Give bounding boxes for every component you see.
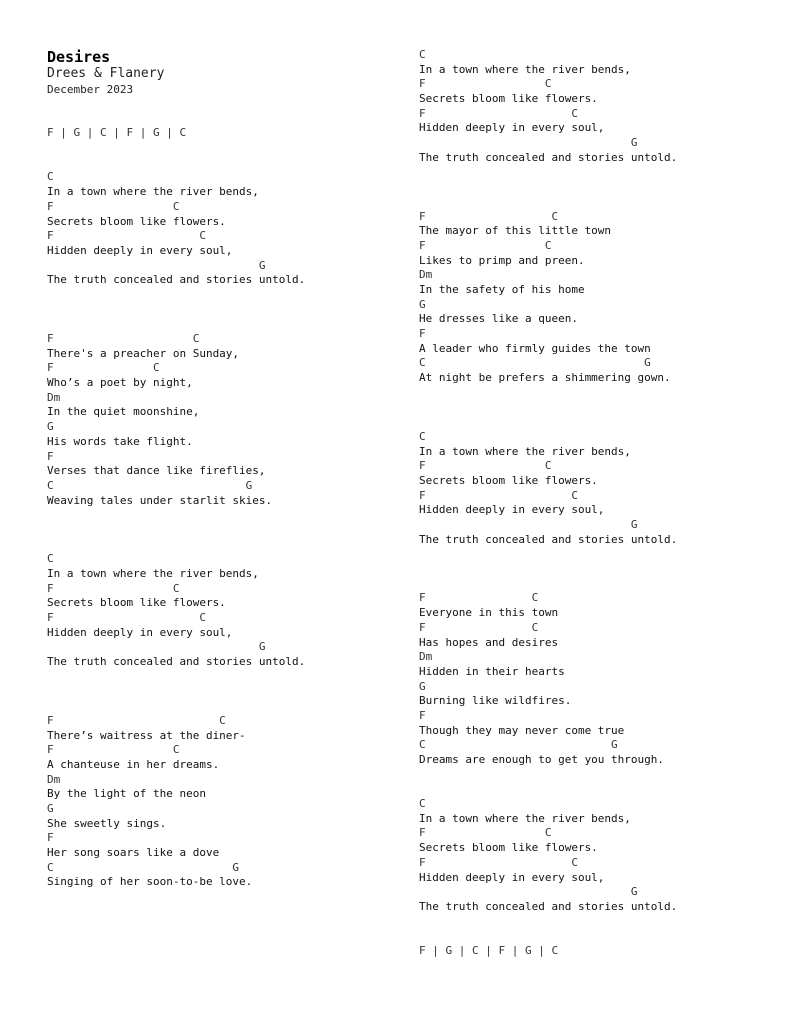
chord-line: G	[47, 420, 54, 434]
chord-line: C	[47, 170, 54, 184]
lyric-line: Has hopes and desires	[419, 635, 559, 649]
lyric-line: Singing of her soon-to-be love.	[47, 875, 253, 889]
chord-line: F C	[47, 611, 206, 625]
song-artist: Drees & Flanery	[47, 66, 165, 81]
chord-line: C G	[419, 738, 618, 752]
spacer	[47, 156, 305, 171]
chord-line: F C	[419, 488, 578, 502]
right-lines	[419, 48, 677, 959]
chord-line: F C	[47, 229, 206, 243]
lyric-line: A chanteuse in her dreams.	[47, 757, 220, 771]
spacer	[47, 288, 305, 303]
lyric-line: Everyone in this town	[419, 606, 559, 620]
spacer	[47, 685, 305, 700]
lyric-line: Secrets bloom like flowers.	[419, 92, 598, 106]
spacer	[419, 782, 677, 797]
lyric-line: In a town where the river bends,	[47, 185, 259, 199]
chord-line: F | G | C | F | G | C	[47, 126, 187, 140]
spacer	[419, 195, 677, 210]
lyric-line: Likes to primp and preen.	[419, 253, 585, 267]
lyric-line: In a town where the river bends,	[47, 567, 259, 580]
chord-line: F	[419, 327, 426, 341]
lyric-line: By the light of the neon	[47, 787, 206, 801]
lyric-line: In the quiet moonshine,	[47, 405, 200, 419]
chord-line: F C	[419, 826, 552, 840]
chord-line: F C	[47, 199, 180, 213]
spacer	[47, 670, 305, 685]
chord-line: Dm	[47, 772, 61, 786]
chord-line: F C	[419, 238, 552, 252]
lyric-line: In a town where the river bends,	[419, 62, 631, 76]
spacer	[47, 303, 305, 318]
spacer	[47, 112, 305, 127]
left-column	[47, 48, 305, 890]
lyric-line: The mayor of this little town	[419, 224, 612, 238]
chord-line: F C	[419, 855, 578, 869]
chord-line: C G	[419, 356, 651, 370]
chord-line: F	[419, 708, 426, 722]
spacer	[419, 915, 677, 930]
lyric-line: In the safety of his home	[419, 283, 585, 296]
lyric-line: There’s waitress at the diner-	[47, 728, 246, 742]
spacer	[47, 538, 305, 553]
spacer	[419, 386, 677, 401]
spacer	[419, 768, 677, 783]
spacer	[47, 317, 305, 332]
chord-line: F | G | C | F | G | C	[419, 943, 559, 957]
right-column	[419, 48, 677, 959]
spacer	[419, 577, 677, 592]
lyric-line: Secrets bloom like flowers.	[47, 596, 226, 610]
lyric-line: His words take flight.	[47, 434, 193, 448]
lyric-line: Hidden deeply in every soul,	[47, 625, 233, 639]
chord-line: F C	[419, 591, 539, 605]
chord-line: F C	[419, 620, 539, 634]
lyric-line: Verses that dance like fireflies,	[47, 464, 266, 478]
lyric-line: Dreams are enough to get you through.	[419, 753, 665, 766]
chord-line: F C	[47, 332, 200, 345]
lyric-line: At night be prefers a shimmering gown.	[419, 371, 671, 385]
chord-line: C G	[47, 860, 240, 874]
lyric-line: He dresses like a queen.	[419, 312, 578, 326]
lyric-line: In a town where the river bends,	[419, 444, 631, 458]
lyric-line: The truth concealed and stories untold.	[419, 899, 678, 913]
lyric-line: Hidden deeply in every soul,	[419, 121, 605, 135]
chord-line: F C	[47, 581, 180, 595]
spacer	[419, 401, 677, 416]
chord-line: Dm	[419, 268, 433, 282]
lyric-line: Secrets bloom like flowers.	[419, 473, 598, 487]
chord-line: C G	[47, 478, 253, 492]
chord-line: F	[47, 831, 54, 845]
song-title: Desires	[47, 48, 111, 66]
lyric-line: She sweetly sings.	[47, 816, 167, 830]
spacer	[419, 415, 677, 430]
lyric-line: The truth concealed and stories untold.	[419, 532, 678, 546]
spacer	[47, 508, 305, 523]
lyric-line: The truth concealed and stories untold.	[47, 273, 306, 287]
chord-line: G	[419, 518, 638, 531]
chord-line: G	[47, 802, 54, 815]
spacer	[419, 562, 677, 577]
lyric-line: Who’s a poet by night,	[47, 376, 193, 390]
chord-line: F C	[47, 743, 180, 757]
spacer	[47, 97, 305, 112]
spacer	[419, 929, 677, 944]
lyric-line: Secrets bloom like flowers.	[419, 841, 598, 855]
lyric-line: In a town where the river bends,	[419, 811, 631, 825]
chord-line: G	[47, 258, 266, 272]
spacer	[47, 141, 305, 156]
lyric-line: Hidden deeply in every soul,	[419, 503, 605, 517]
lyric-line: Hidden in their hearts	[419, 664, 565, 678]
chord-line: F C	[419, 77, 552, 91]
lyric-line: Weaving tales under starlit skies.	[47, 493, 273, 507]
chord-line: G	[47, 640, 266, 654]
chord-line: G	[419, 136, 638, 150]
chord-line: C	[47, 552, 54, 566]
chord-line: F C	[419, 459, 552, 473]
chord-line: F C	[47, 713, 226, 727]
lyric-line: Secrets bloom like flowers.	[47, 214, 226, 228]
spacer	[419, 180, 677, 195]
chord-line: Dm	[419, 650, 433, 664]
lyric-line: There's a preacher on Sunday,	[47, 346, 240, 360]
lyric-line: Though they may never come true	[419, 723, 625, 737]
spacer	[419, 166, 677, 181]
chord-line: F C	[419, 106, 578, 120]
chord-line: C	[419, 48, 426, 61]
lyric-line: The truth concealed and stories untold.	[419, 150, 678, 164]
spacer	[47, 523, 305, 538]
lyric-line: Her song soars like a dove	[47, 846, 220, 860]
lyric-line: Hidden deeply in every soul,	[47, 243, 233, 257]
chord-line: G	[419, 297, 426, 311]
lyric-line: Burning like wildfires.	[419, 694, 572, 708]
chord-line: C	[419, 429, 426, 443]
chord-line: F C	[419, 209, 559, 223]
chord-line: G	[419, 885, 638, 899]
chord-line: F	[47, 449, 54, 463]
chord-line: C	[419, 797, 426, 811]
spacer	[47, 699, 305, 714]
lyric-line: A leader who firmly guides the town	[419, 341, 651, 355]
chord-line: F C	[47, 361, 160, 375]
lyric-line: Hidden deeply in every soul,	[419, 870, 605, 884]
chord-line: G	[419, 679, 426, 693]
song-date: December 2023	[47, 83, 134, 96]
left-lines	[47, 126, 305, 890]
lyric-line: The truth concealed and stories untold.	[47, 655, 306, 669]
spacer	[419, 547, 677, 562]
chord-line: Dm	[47, 390, 61, 404]
